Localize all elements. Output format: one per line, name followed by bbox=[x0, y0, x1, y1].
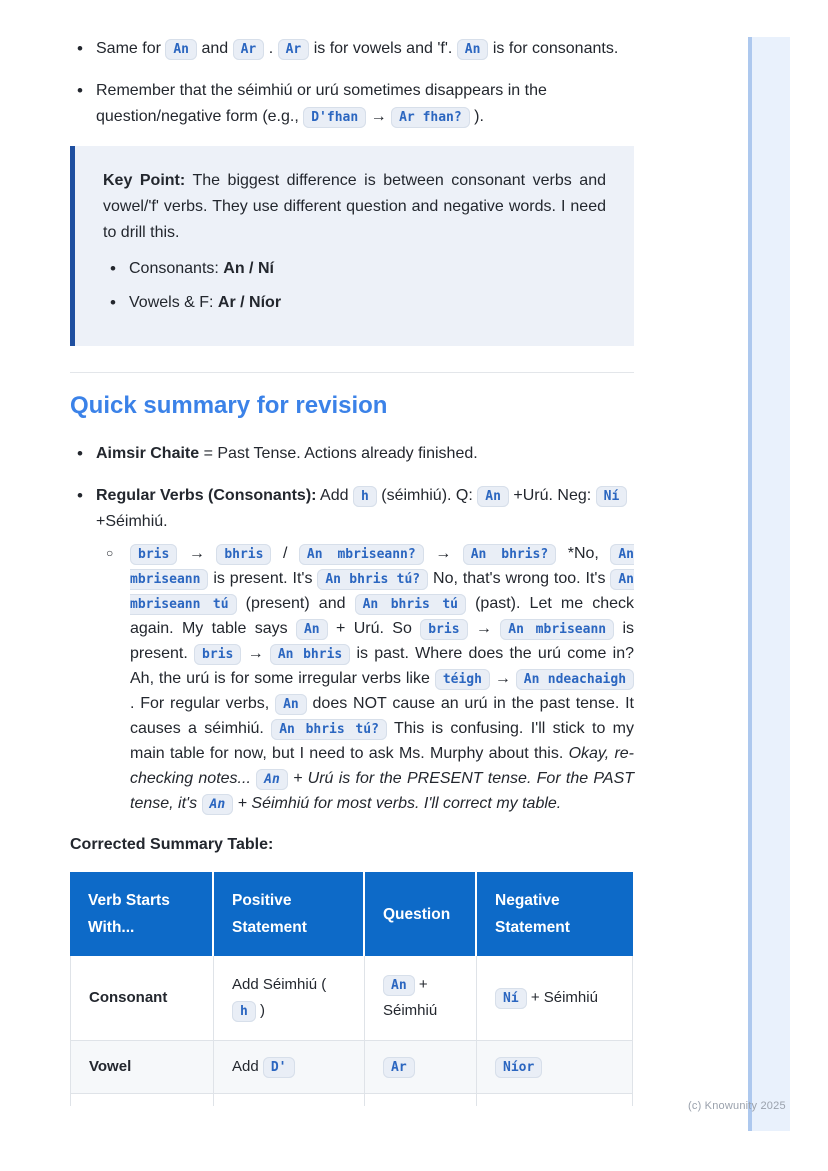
text-segment: is past. Where does the urú come in? Ah, the urú is for some irregular verbs like bbox=[130, 645, 634, 687]
code-chip: Ní bbox=[495, 988, 527, 1009]
list-item-text bbox=[96, 40, 618, 57]
italic-text: Okay, re-checking notes... bbox=[130, 745, 634, 787]
text-segment: ) bbox=[255, 1002, 265, 1019]
text-segment: (séimhiú). Q: bbox=[376, 487, 478, 504]
code-chip: An bbox=[275, 694, 307, 715]
code-chip: An bhris tú? bbox=[271, 719, 387, 740]
code-chip: An mbriseann? bbox=[299, 544, 424, 565]
code-chip: An bbox=[165, 39, 197, 60]
section-heading: Quick summary for revision bbox=[70, 392, 388, 419]
text-segment: + Séimhiú bbox=[526, 989, 598, 1006]
table-row bbox=[70, 1041, 633, 1094]
table-cell bbox=[214, 956, 365, 1041]
bold-text: Consonant bbox=[89, 989, 168, 1006]
code-chip: bris bbox=[130, 544, 177, 565]
text-segment: → bbox=[241, 645, 270, 662]
table-header-cell: Negative Statement bbox=[477, 872, 633, 956]
bold-text: Ar / Níor bbox=[217, 294, 282, 311]
table-cell bbox=[365, 956, 477, 1041]
text-segment: is for vowels and 'f'. bbox=[309, 40, 457, 57]
table-cell bbox=[70, 956, 214, 1041]
text-segment: Consonants: bbox=[129, 260, 224, 277]
text-segment: . bbox=[264, 40, 278, 57]
list-item bbox=[70, 483, 634, 816]
code-chip: An mbriseann bbox=[130, 544, 634, 590]
table-cell bbox=[365, 1041, 477, 1094]
table-cell bbox=[365, 1094, 477, 1106]
table-cell bbox=[477, 1094, 633, 1106]
code-chip: An bhris bbox=[270, 644, 350, 665]
text-segment: is present. It's bbox=[208, 570, 318, 587]
code-chip: An bbox=[256, 769, 288, 790]
text-segment: → bbox=[177, 545, 217, 562]
summary-list bbox=[70, 441, 634, 816]
watermark: (c) Knowunity 2025 bbox=[688, 1100, 786, 1112]
list-item bbox=[103, 290, 606, 316]
code-chip: téigh bbox=[435, 669, 490, 690]
code-chip: bhris bbox=[216, 544, 271, 565]
callout-text bbox=[103, 168, 606, 246]
bold-text: Regular Verbs (Consonants): bbox=[96, 487, 317, 504]
text-segment: is for consonants. bbox=[488, 40, 619, 57]
text-segment: → bbox=[366, 108, 392, 125]
list-item-text bbox=[96, 82, 547, 125]
code-chip: h bbox=[353, 486, 377, 507]
code-chip: bris bbox=[420, 619, 467, 640]
list-item bbox=[70, 36, 634, 62]
text-segment: +Urú. Neg: bbox=[508, 487, 596, 504]
text-segment: Remember that the séimhiú or urú sometimes disappears in the question/negative form (e.g., bbox=[96, 82, 547, 125]
code-chip: Níor bbox=[495, 1057, 542, 1078]
text-segment: does NOT cause an urú in the past tense. It causes a séimhiú. bbox=[130, 695, 634, 737]
text-segment: (past). Let me check again. My table says bbox=[130, 595, 635, 637]
bold-text: Key Point: bbox=[103, 172, 186, 189]
code-chip: An mbriseann bbox=[500, 619, 614, 640]
text-segment: No, that's wrong too. It's bbox=[428, 570, 611, 587]
code-chip: An bhris tú? bbox=[317, 569, 428, 590]
code-chip: An mbriseann tú bbox=[130, 569, 634, 615]
text-segment: ). bbox=[469, 108, 484, 125]
table-header-cell: Positive Statement bbox=[214, 872, 365, 956]
text-segment: The biggest difference is between consonant verbs and vowel/'f' verbs. They use different question and negative words. I need to drill this. bbox=[103, 172, 606, 241]
intro-list bbox=[70, 36, 634, 130]
text-segment: (present) and bbox=[236, 595, 355, 612]
code-chip: Ní bbox=[596, 486, 628, 507]
code-chip: An bbox=[383, 975, 415, 996]
list-item-text bbox=[129, 294, 281, 311]
table-row bbox=[70, 956, 633, 1041]
table-cell bbox=[70, 1041, 214, 1094]
text-segment: + Urú. So bbox=[327, 620, 421, 637]
nested-list-item bbox=[104, 541, 634, 816]
code-chip: Ar fhan? bbox=[391, 107, 470, 128]
nested-note-text bbox=[130, 545, 634, 812]
table-label: Corrected Summary Table: bbox=[70, 836, 274, 853]
code-chip: h bbox=[232, 1001, 256, 1022]
text-segment: *No, bbox=[556, 545, 611, 562]
text-segment: and bbox=[197, 40, 233, 57]
text-segment: Add bbox=[316, 487, 353, 504]
code-chip: Ar bbox=[278, 39, 310, 60]
list-item-text bbox=[129, 260, 274, 277]
code-chip: D'fhan bbox=[303, 107, 366, 128]
code-chip: An bhris? bbox=[463, 544, 557, 565]
code-chip: Ar bbox=[233, 39, 265, 60]
text-segment: Same for bbox=[96, 40, 166, 57]
callout-list bbox=[103, 256, 606, 316]
bold-text: Aimsir Chaite bbox=[96, 445, 200, 462]
text-segment: → bbox=[489, 670, 516, 687]
list-item bbox=[70, 78, 634, 130]
bold-text: An / Ní bbox=[223, 260, 274, 277]
table-cell bbox=[214, 1094, 365, 1106]
code-chip: An bhris tú bbox=[355, 594, 466, 615]
list-item bbox=[103, 256, 606, 282]
code-chip: bris bbox=[194, 644, 241, 665]
italic-text: + Séimhiú for most verbs. I'll correct my table. bbox=[233, 795, 562, 812]
section-divider bbox=[70, 372, 634, 373]
code-chip: An bbox=[202, 794, 234, 815]
table-header-cell: Verb Starts With... bbox=[70, 872, 214, 956]
table-row-clipped bbox=[70, 1094, 633, 1106]
table-cell bbox=[214, 1041, 365, 1094]
code-chip: An bbox=[457, 39, 489, 60]
text-segment: / bbox=[271, 545, 299, 562]
bold-text: Vowel bbox=[89, 1058, 132, 1075]
text-segment: +Séimhiú. bbox=[96, 513, 168, 530]
list-item bbox=[70, 441, 634, 467]
text-segment: Vowels & F: bbox=[129, 294, 218, 311]
code-chip: An ndeachaigh bbox=[516, 669, 634, 690]
text-segment: This is confusing. I'll stick to my main table for now, but I need to ask Ms. Murphy about this. bbox=[130, 720, 635, 762]
list-item-text bbox=[96, 445, 478, 462]
text-segment: + Séimhiú bbox=[383, 976, 438, 1019]
list-item-text bbox=[96, 487, 627, 530]
document-content bbox=[70, 36, 634, 1106]
table-header-row bbox=[70, 872, 633, 956]
nested-list bbox=[96, 541, 634, 816]
table-header-cell: Question bbox=[365, 872, 477, 956]
summary-table bbox=[70, 872, 633, 1106]
code-chip: An bbox=[296, 619, 328, 640]
page-scrollbar[interactable] bbox=[748, 37, 790, 1131]
italic-text: + Urú is for the PRESENT tense. For the PAST tense, it's bbox=[130, 770, 635, 812]
text-segment: = Past Tense. Actions already finished. bbox=[199, 445, 478, 462]
table-cell bbox=[477, 1041, 633, 1094]
text-segment: is present. bbox=[130, 620, 635, 662]
code-chip: An bbox=[477, 486, 509, 507]
text-segment: → bbox=[467, 620, 501, 637]
code-chip: Ar bbox=[383, 1057, 415, 1078]
text-segment: Add bbox=[232, 1058, 263, 1075]
text-segment: . For regular verbs, bbox=[130, 695, 276, 712]
key-point-callout bbox=[70, 146, 634, 346]
table-cell bbox=[70, 1094, 214, 1106]
code-chip: D' bbox=[263, 1057, 295, 1078]
text-segment: → bbox=[423, 545, 463, 562]
table-cell bbox=[477, 956, 633, 1041]
text-segment: Add Séimhiú ( bbox=[232, 976, 327, 993]
